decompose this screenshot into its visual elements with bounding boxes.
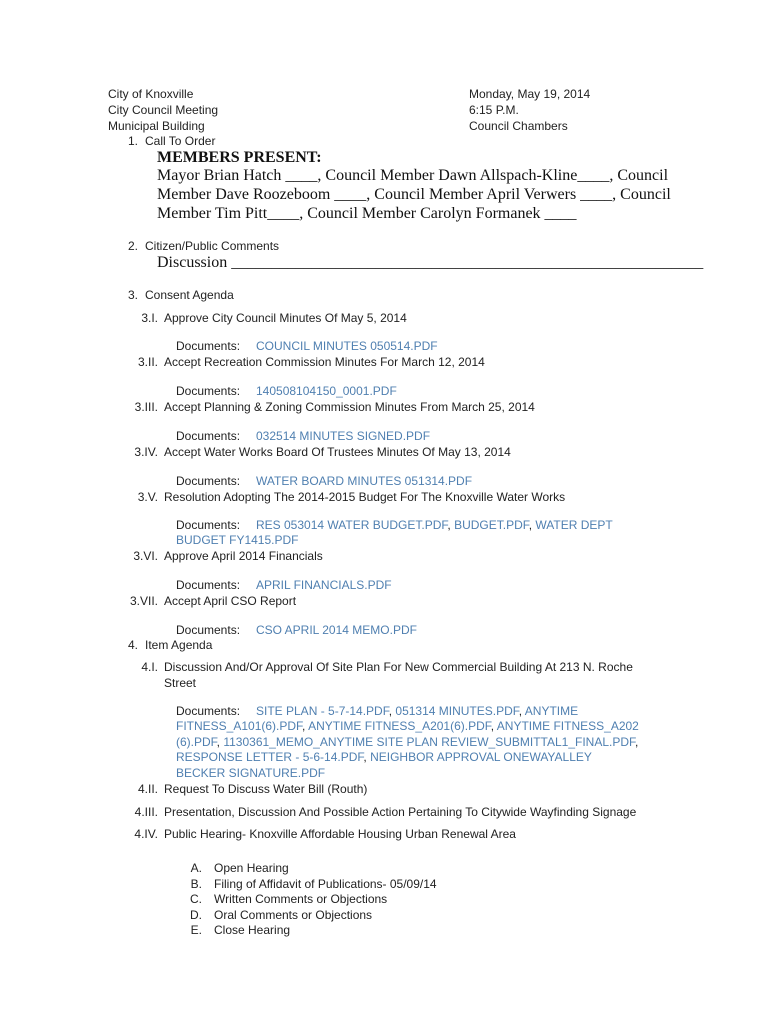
hearing-step-letter: E. xyxy=(190,923,202,937)
document-link[interactable]: (6).PDF xyxy=(176,735,217,749)
document-link[interactable]: NEIGHBOR APPROVAL ONEWAYALLEY xyxy=(370,750,592,764)
hearing-step-text: Filing of Affidavit of Publications- 05/09/14 xyxy=(214,877,437,891)
section-4-number: 4. xyxy=(127,638,138,652)
discussion-line: Discussion ___________________________________________________________ xyxy=(157,254,704,271)
hearing-step-letter: B. xyxy=(190,877,202,891)
section-4-title: Item Agenda xyxy=(145,638,213,652)
members-line: Mayor Brian Hatch ____, Council Member Dawn Allspach-Kline____, Council xyxy=(157,167,669,184)
document-link[interactable]: ANYTIME xyxy=(524,704,579,718)
document-link[interactable]: 1130361_MEMO_ANYTIME SITE PLAN REVIEW_SUBMITTAL1_FINAL.PDF xyxy=(223,735,636,749)
hearing-step-text: Written Comments or Objections xyxy=(214,892,388,906)
item-number: 3.VII. xyxy=(129,594,158,608)
document-link[interactable]: APRIL FINANCIALS.PDF xyxy=(256,578,392,592)
section-1-title: Call To Order xyxy=(145,134,216,148)
documents-label: Documents: xyxy=(176,578,241,592)
hearing-step-letter: C. xyxy=(190,892,202,906)
item-number: 4.IV. xyxy=(134,827,158,841)
item-number: 3.II. xyxy=(137,355,158,369)
section-3-title: Consent Agenda xyxy=(145,288,234,302)
document-links-line: SITE PLAN - 5-7-14.PDF, 051314 MINUTES.PDF, ANYTIME xyxy=(256,704,579,718)
item-title: Accept April CSO Report xyxy=(164,594,297,608)
hearing-step-text: Open Hearing xyxy=(214,861,289,875)
document-link-continued[interactable]: BECKER SIGNATURE.PDF xyxy=(176,766,326,780)
document-link[interactable]: RESPONSE LETTER - 5-6-14.PDF xyxy=(176,750,364,764)
item-title-continued: Street xyxy=(164,676,197,690)
document-link[interactable]: RES 053014 WATER BUDGET.PDF xyxy=(256,518,448,532)
members-present-heading: MEMBERS PRESENT: xyxy=(157,149,322,166)
document-link[interactable]: COUNCIL MINUTES 050514.PDF xyxy=(256,339,438,353)
members-line: Member Dave Roozeboom ____, Council Member April Verwers ____, Council xyxy=(157,186,671,203)
item-number: 3.V. xyxy=(137,490,158,504)
document-links-line: RES 053014 WATER BUDGET.PDF, BUDGET.PDF, WATER DEPT xyxy=(256,518,613,532)
item-number: 4.III. xyxy=(134,805,158,819)
hearing-step-text: Close Hearing xyxy=(214,923,291,937)
document-link[interactable]: SITE PLAN - 5-7-14.PDF xyxy=(256,704,389,718)
item-number: 4.I. xyxy=(141,660,158,674)
document-link[interactable]: BUDGET.PDF xyxy=(454,518,529,532)
document-link[interactable]: CSO APRIL 2014 MEMO.PDF xyxy=(256,623,417,637)
documents-label: Documents: xyxy=(176,518,241,532)
header-room: Council Chambers xyxy=(469,119,568,133)
header-meeting: City Council Meeting xyxy=(108,103,219,117)
header-date: Monday, May 19, 2014 xyxy=(469,87,591,101)
item-number: 3.I. xyxy=(141,311,158,325)
item-number: 3.IV. xyxy=(134,445,158,459)
document-link-continued[interactable]: BUDGET FY1415.PDF xyxy=(176,533,299,547)
hearing-step-text: Oral Comments or Objections xyxy=(214,908,373,922)
item-number: 4.II. xyxy=(137,782,158,796)
item-title: Public Hearing- Knoxville Affordable Housing Urban Renewal Area xyxy=(164,827,516,841)
document-link[interactable]: ANYTIME FITNESS_A201(6).PDF xyxy=(308,719,491,733)
document-link[interactable]: 140508104150_0001.PDF xyxy=(256,384,397,398)
item-number: 3.VI. xyxy=(133,549,158,563)
item-title: Accept Recreation Commission Minutes For March 12, 2014 xyxy=(164,355,485,369)
header-city: City of Knoxville xyxy=(108,87,194,101)
document-link[interactable]: WATER DEPT xyxy=(535,518,613,532)
item-title: Resolution Adopting The 2014-2015 Budget For The Knoxville Water Works xyxy=(164,490,566,504)
document-links-line: FITNESS_A101(6).PDF, ANYTIME FITNESS_A201(6).PDF, ANYTIME FITNESS_A202 xyxy=(176,719,639,733)
item-title: Approve City Council Minutes Of May 5, 2014 xyxy=(164,311,407,325)
item-title: Approve April 2014 Financials xyxy=(164,549,323,563)
section-1-number: 1. xyxy=(127,134,138,148)
hearing-step-letter: D. xyxy=(190,908,202,922)
header-location: Municipal Building xyxy=(108,119,205,133)
item-title: Request To Discuss Water Bill (Routh) xyxy=(164,782,368,796)
documents-label: Documents: xyxy=(176,623,241,637)
item-number: 3.III. xyxy=(134,400,158,414)
documents-label: Documents: xyxy=(176,429,241,443)
section-3-number: 3. xyxy=(127,288,138,302)
section-2-title: Citizen/Public Comments xyxy=(145,239,280,253)
document-links-line: RESPONSE LETTER - 5-6-14.PDF, NEIGHBOR APPROVAL ONEWAYALLEY xyxy=(176,750,592,764)
document-link[interactable]: FITNESS_A101(6).PDF xyxy=(176,719,303,733)
hearing-step-letter: A. xyxy=(190,861,202,875)
document-links-line: (6).PDF, 1130361_MEMO_ANYTIME SITE PLAN REVIEW_SUBMITTAL1_FINAL.PDF, xyxy=(176,735,639,749)
item-title: Accept Planning & Zoning Commission Minutes From March 25, 2014 xyxy=(164,400,535,414)
item-title: Discussion And/Or Approval Of Site Plan For New Commercial Building At 213 N. Roche xyxy=(164,660,633,674)
members-line: Member Tim Pitt____, Council Member Carolyn Formanek ____ xyxy=(157,205,577,222)
section-2-number: 2. xyxy=(127,239,138,253)
document-link[interactable]: WATER BOARD MINUTES 051314.PDF xyxy=(256,474,473,488)
documents-label: Documents: xyxy=(176,474,241,488)
header-time: 6:15 P.M. xyxy=(469,103,519,117)
documents-label: Documents: xyxy=(176,339,241,353)
documents-label: Documents: xyxy=(176,704,241,718)
item-title: Accept Water Works Board Of Trustees Minutes Of May 13, 2014 xyxy=(164,445,511,459)
document-link[interactable]: ANYTIME FITNESS_A202 xyxy=(496,719,639,733)
document-link[interactable]: 032514 MINUTES SIGNED.PDF xyxy=(256,429,431,443)
item-title: Presentation, Discussion And Possible Action Pertaining To Citywide Wayfinding Signage xyxy=(164,805,637,819)
documents-label: Documents: xyxy=(176,384,241,398)
document-link[interactable]: 051314 MINUTES.PDF xyxy=(395,704,519,718)
